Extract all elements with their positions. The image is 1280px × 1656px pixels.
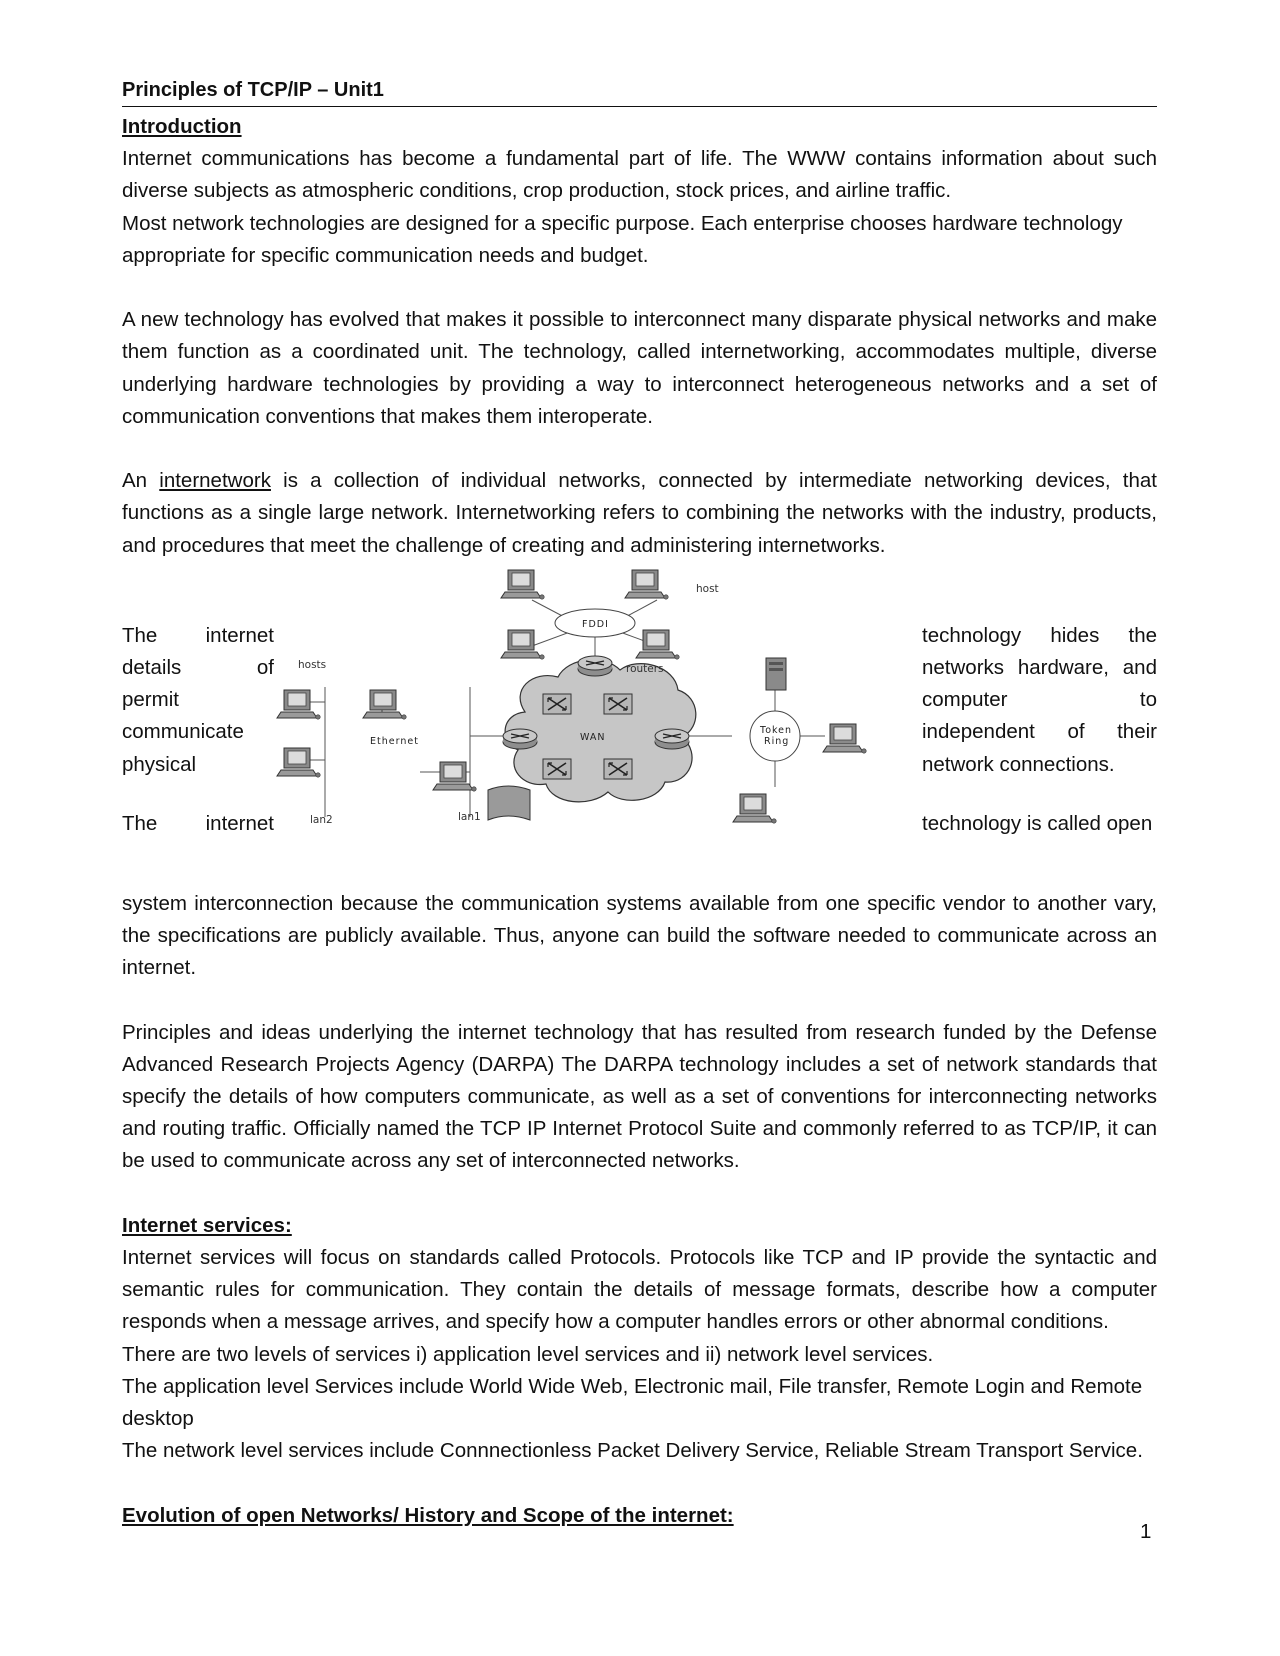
word: computer	[922, 688, 1008, 712]
pc-lan2-2	[277, 748, 320, 777]
label-host: host	[696, 582, 719, 595]
paragraph-intro-2: Most network technologies are designed for a specific purpose. Each enterprise chooses hardware technology appropriate for specific communication needs and budget.	[122, 211, 1123, 267]
pc-ethernet	[363, 690, 406, 719]
word: independent	[922, 720, 1035, 744]
wrap-line	[122, 620, 274, 652]
word: technology	[922, 623, 1022, 647]
word: The	[122, 811, 158, 835]
pc-fddi-left	[501, 630, 544, 659]
section-heading-internet-services: Internet services:	[122, 1213, 292, 1237]
word: of	[1067, 720, 1085, 744]
wrap-line	[922, 716, 1157, 748]
page-content	[122, 74, 1157, 1532]
label-hosts: hosts	[298, 658, 327, 671]
wrap-line	[922, 684, 1157, 716]
wrap-line: permit	[122, 688, 179, 712]
server-tower	[766, 658, 786, 690]
wrap-line	[122, 652, 274, 684]
wrap-line: technology is called open	[922, 811, 1153, 835]
label-lan1: lan1	[458, 810, 481, 823]
wrap-line: physical	[122, 752, 197, 776]
section-heading-introduction: Introduction	[122, 115, 242, 138]
label-ring: Ring	[764, 735, 790, 747]
wrap-line	[922, 620, 1157, 652]
paragraph-services-3: The application level Services include World Wide Web, Electronic mail, File transfer, Remote Login and Remote desktop	[122, 1374, 1143, 1431]
word: The	[122, 623, 158, 647]
text-fragment: is a collection of individual networks, connected by intermediate networking devices, that functions as a single large network. Internetworking refers to combining the networks with the industry, products, and procedures that meet the challenge of creating and administering internetworks.	[122, 469, 1157, 557]
label-ethernet: Ethernet	[370, 735, 419, 747]
paragraph-darpa: Principles and ideas underlying the internet technology that has resulted from research funded by the Defense Advanced Research Projects Agency (DARPA) The DARPA technology includes a set of network standards that specify the details of how computers communicate, as well as a set of conventions for interconnecting networks and routing traffic. Officially named the TCP IP Internet Protocol Suite and commonly referred to as TCP/IP, it can be used to communicate across any set of interconnected networks.	[122, 1020, 1157, 1173]
figure-wrap-zone	[122, 562, 1157, 888]
wrap-line	[122, 808, 274, 840]
switch-1	[543, 694, 571, 714]
word: internet	[205, 811, 274, 835]
wrap-line: network connections.	[922, 752, 1115, 776]
word: the	[1128, 623, 1157, 647]
wrapped-text-left	[122, 620, 274, 840]
word: details	[122, 656, 182, 680]
term-internetwork: internetwork	[159, 469, 271, 493]
label-lan2: lan2	[310, 813, 333, 826]
section-heading-evolution: Evolution of open Networks/ History and Scope of the internet:	[122, 1503, 734, 1527]
pc-top-right	[625, 570, 668, 599]
storage-device	[488, 786, 530, 820]
word: and	[1122, 656, 1157, 680]
page-number: 1	[1140, 1520, 1152, 1543]
word: networks	[922, 656, 1005, 680]
page-header: Principles of TCP/IP – Unit1	[122, 74, 1157, 107]
router-top	[578, 656, 612, 676]
word: to	[1139, 688, 1157, 712]
switch-3	[543, 759, 571, 779]
paragraph-intro-3: A new technology has evolved that makes it possible to interconnect many disparate physical networks and make them function as a coordinated unit. The technology, called internetworking, accommodates multiple, diverse underlying hardware technologies by providing a way to interconnect heterogeneous networks and a set of communication conventions that makes them interoperate.	[122, 308, 1157, 428]
label-token: Token	[760, 724, 793, 736]
switch-2	[604, 694, 632, 714]
label-fddi: FDDI	[582, 618, 609, 630]
paragraph-services-2: There are two levels of services i) application level services and ii) network level services.	[122, 1342, 934, 1366]
network-diagram-svg	[270, 562, 930, 888]
router-left	[503, 729, 537, 749]
router-right	[655, 729, 689, 749]
word: their	[1117, 720, 1157, 744]
word: internet	[205, 623, 274, 647]
switch-4	[604, 759, 632, 779]
pc-token-bottom	[733, 794, 776, 823]
text-fragment: An	[122, 469, 160, 493]
wrap-line: communicate	[122, 720, 244, 744]
pc-fddi-right	[636, 630, 679, 659]
word: hardware,	[1017, 656, 1109, 680]
wrapped-text-right	[922, 620, 1157, 840]
network-diagram	[270, 562, 930, 888]
label-routers: routers	[626, 662, 664, 675]
paragraph-open-system: system interconnection because the communication systems available from one specific vendor to another vary, the specifications are publicly available. Thus, anyone can build the software needed to communicate across an internet.	[122, 891, 1157, 980]
pc-top-left	[501, 570, 544, 599]
pc-lan2-1	[277, 690, 320, 719]
paragraph-intro-1: Internet communications has become a fundamental part of life. The WWW contains information about such diverse subjects as atmospheric conditions, crop production, stock prices, and airline traffic.	[122, 147, 1157, 203]
pc-token-right	[823, 724, 866, 753]
paragraph-services-1: Internet services will focus on standards called Protocols. Protocols like TCP and IP provide the syntactic and semantic rules for communication. They contain the details of message formats, describe how a computer responds when a message arrives, and specify how a computer handles errors or other abnormal conditions.	[122, 1246, 1157, 1334]
wrap-line	[922, 652, 1157, 684]
word: hides	[1050, 623, 1100, 647]
paragraph-services-4: The network level services include Connnectionless Packet Delivery Service, Reliable Stream Transport Service.	[122, 1439, 1143, 1463]
paragraph-internetwork	[122, 465, 1157, 562]
word: of	[256, 656, 274, 680]
label-wan: WAN	[580, 731, 606, 743]
